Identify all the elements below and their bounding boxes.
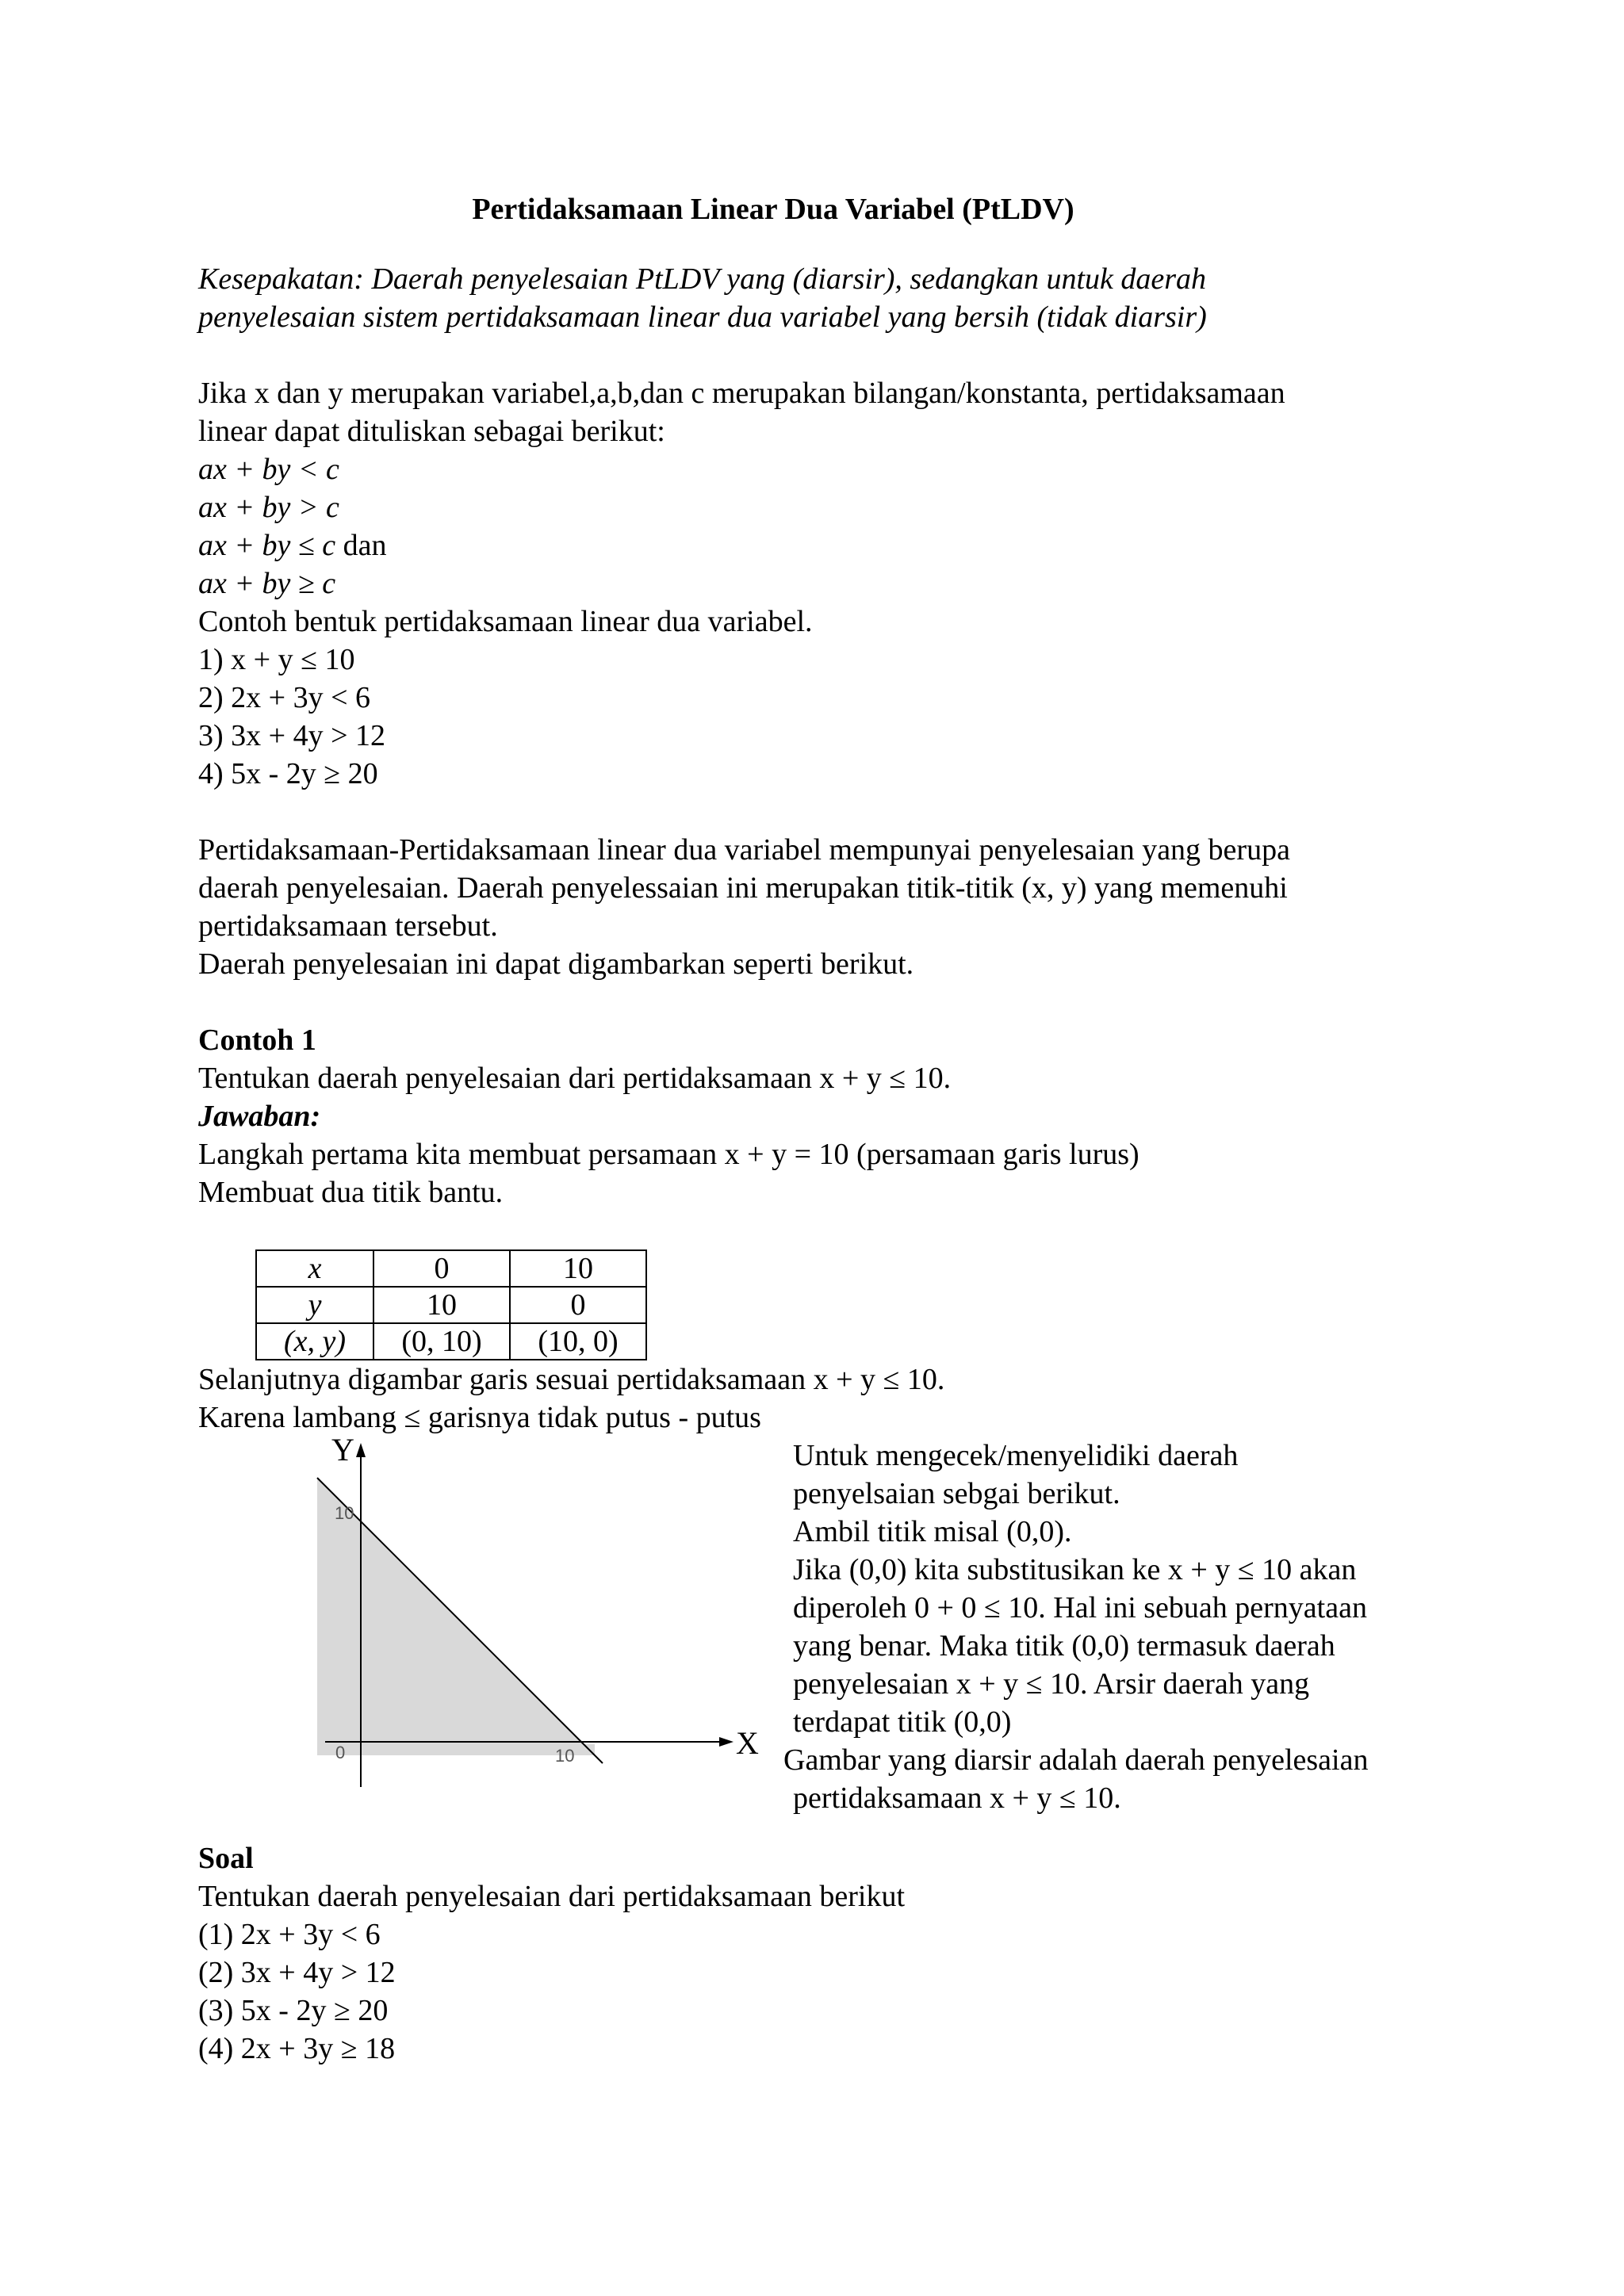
example-1: 1) x + y ≤ 10 — [198, 643, 355, 676]
contoh-heading: Contoh 1 — [198, 1024, 316, 1057]
check-line: Ambil titik misal (0,0). — [793, 1515, 1072, 1548]
check-line: diperoleh 0 + 0 ≤ 10. Hal ini sebuah pernyataan — [793, 1591, 1367, 1624]
after-line-1: Selanjutnya digambar garis sesuai pertidaksamaan x + y ≤ 10. — [198, 1363, 945, 1396]
explanation-line-2: daerah penyelesaian. Daerah penyelessaian ini merupakan titik-titik (x, y) yang memenuhi — [198, 871, 1288, 905]
check-line: Gambar yang diarsir adalah daerah penyelesaian — [783, 1743, 1369, 1777]
check-line: terdapat titik (0,0) — [793, 1705, 1012, 1739]
check-line: penyelesaian x + y ≤ 10. Arsir daerah yang — [793, 1667, 1310, 1701]
check-line: Jika (0,0) kita substitusikan ke x + y ≤ 10 akan — [793, 1553, 1357, 1586]
explanation-line-4: Daerah penyelesaian ini dapat digambarkan seperti berikut. — [198, 947, 914, 981]
explanation-line-3: pertidaksamaan tersebut. — [198, 909, 498, 943]
explanation-line-1: Pertidaksamaan-Pertidaksamaan linear dua variabel mempunyai penyelesaian yang berupa — [198, 833, 1290, 867]
examples-heading: Contoh bentuk pertidaksamaan linear dua variabel. — [198, 605, 813, 638]
agreement-line-2: penyelesaian sistem pertidaksamaan linear dua variabel yang bersih (tidak diarsir) — [198, 300, 1207, 334]
table-cell: 0 — [510, 1287, 646, 1323]
solution-region-graph — [246, 1437, 817, 1801]
table-cell: 0 — [373, 1250, 510, 1287]
form-1: ax + by < c — [198, 453, 339, 486]
answer-label: Jawaban: — [198, 1100, 321, 1133]
table-cell: x — [256, 1250, 373, 1287]
form-3: ax + by ≤ c — [198, 529, 336, 562]
list-item: (1) 2x + 3y < 6 — [198, 1918, 381, 1951]
graph-section — [198, 1437, 1467, 1815]
document-page — [198, 190, 1467, 2068]
intro-line-1: Jika x dan y merupakan variabel,a,b,dan c merupakan bilangan/konstanta, pertidaksamaan — [198, 377, 1285, 410]
table-cell: 10 — [373, 1287, 510, 1323]
soal-intro: Tentukan daerah penyelesaian dari pertidaksamaan berikut — [198, 1880, 905, 1913]
check-explanation — [783, 1437, 1491, 1817]
helper-points-table — [255, 1249, 647, 1360]
page-title: Pertidaksamaan Linear Dua Variabel (PtLDV) — [472, 193, 1074, 226]
check-line: penyelsaian sebgai berikut. — [793, 1477, 1120, 1510]
list-item: (2) 3x + 4y > 12 — [198, 1956, 396, 1989]
soal-heading: Soal — [198, 1842, 254, 1875]
y-axis-arrow — [356, 1443, 366, 1457]
x-axis-label: X — [736, 1725, 759, 1761]
table-cell: 10 — [510, 1250, 646, 1287]
example-3: 3) 3x + 4y > 12 — [198, 719, 386, 752]
example-2: 2) 2x + 3y < 6 — [198, 681, 371, 714]
form-2: ax + by > c — [198, 491, 339, 524]
shaded-base — [317, 1744, 595, 1755]
form-4: ax + by ≥ c — [198, 567, 336, 600]
table-row — [256, 1323, 646, 1360]
contoh-question: Tentukan daerah penyelesaian dari pertidaksamaan x + y ≤ 10. — [198, 1062, 952, 1095]
origin-label: 0 — [335, 1743, 346, 1762]
table-cell: (0, 10) — [373, 1323, 510, 1360]
agreement-line-1: Kesepakatan: Daerah penyelesaian PtLDV yang (diarsir), sedangkan untuk daerah — [198, 262, 1207, 296]
step-2: Membuat dua titik bantu. — [198, 1176, 504, 1209]
intro-line-2: linear dapat dituliskan sebagai berikut: — [198, 415, 665, 448]
list-item: (4) 2x + 3y ≥ 18 — [198, 2032, 396, 2065]
x-axis-arrow — [719, 1737, 733, 1747]
check-line: Untuk mengecek/menyelidiki daerah — [793, 1439, 1239, 1472]
soal-list — [198, 1915, 1467, 2068]
table-cell: (10, 0) — [510, 1323, 646, 1360]
table-cell: (x, y) — [256, 1323, 373, 1360]
list-item: (3) 5x - 2y ≥ 20 — [198, 1994, 389, 2027]
table-cell: y — [256, 1287, 373, 1323]
check-line: yang benar. Maka titik (0,0) termasuk daerah — [793, 1629, 1335, 1663]
table-row — [256, 1287, 646, 1323]
x-tick-label: 10 — [555, 1746, 575, 1766]
example-4: 4) 5x - 2y ≥ 20 — [198, 757, 378, 790]
step-1: Langkah pertama kita membuat persamaan x + y = 10 (persamaan garis lurus) — [198, 1138, 1139, 1171]
y-tick-label: 10 — [335, 1503, 354, 1523]
form-3-suffix: dan — [335, 529, 387, 562]
y-axis-label: Y — [331, 1437, 354, 1468]
check-line: pertidaksamaan x + y ≤ 10. — [793, 1781, 1121, 1815]
after-line-2: Karena lambang ≤ garisnya tidak putus - putus — [198, 1401, 761, 1434]
table-row — [256, 1250, 646, 1287]
